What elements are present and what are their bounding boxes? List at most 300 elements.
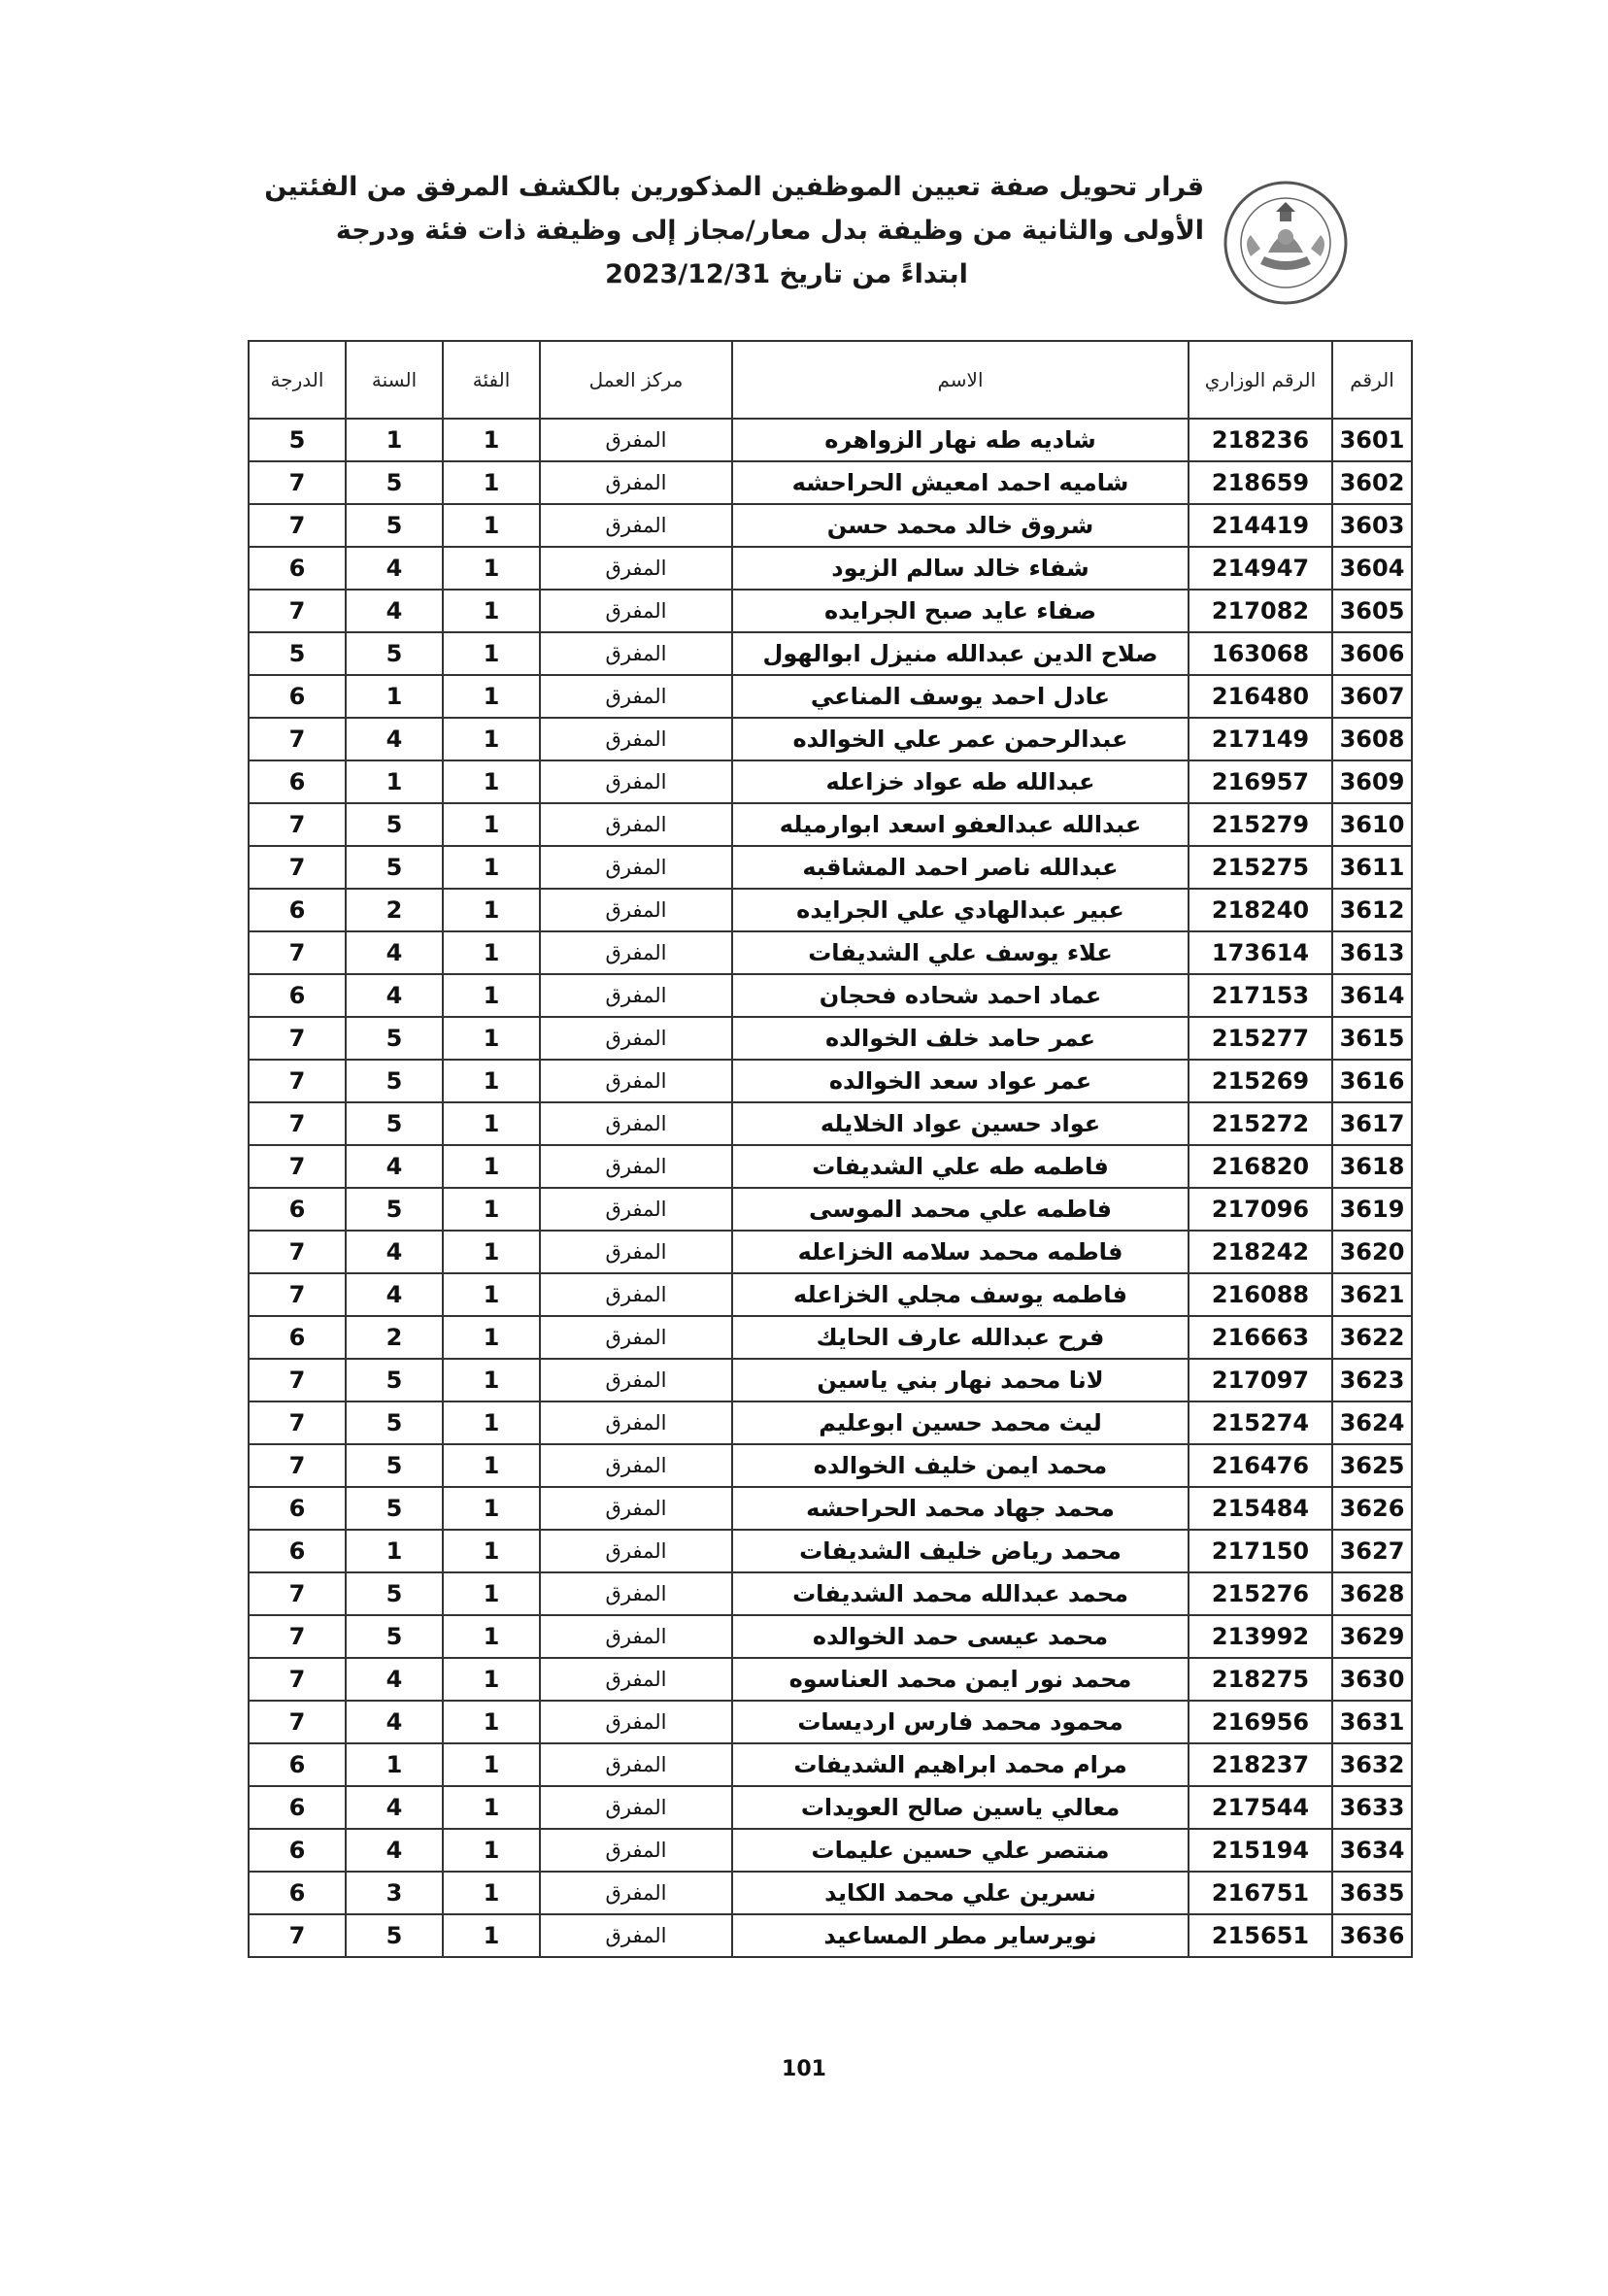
cell-number: 3603 [1332,504,1412,547]
cell-work-center: المفرق [540,1829,732,1872]
cell-year: 4 [346,931,443,974]
cell-category: 1 [443,1615,540,1658]
cell-number: 3623 [1332,1359,1412,1401]
table-row [249,1701,1412,1743]
cell-ministry-number: 218236 [1189,419,1332,461]
cell-degree: 6 [249,1829,346,1872]
cell-year: 5 [346,803,443,846]
cell-year: 2 [346,1316,443,1359]
cell-number: 3625 [1332,1444,1412,1487]
header-work-center: مركز العمل [540,341,732,419]
cell-ministry-number: 216480 [1189,675,1332,718]
cell-number: 3615 [1332,1017,1412,1060]
cell-name: محمود محمد فارس ارديسات [732,1701,1189,1743]
cell-year: 4 [346,974,443,1017]
cell-ministry-number: 214947 [1189,547,1332,590]
cell-name: نويرساير مطر المساعيد [732,1914,1189,1957]
cell-degree: 6 [249,547,346,590]
table-row [249,419,1412,461]
cell-work-center: المفرق [540,547,732,590]
cell-degree: 5 [249,419,346,461]
cell-number: 3635 [1332,1872,1412,1914]
cell-name: فاطمه طه علي الشديفات [732,1145,1189,1188]
cell-category: 1 [443,1359,540,1401]
table-row [249,632,1412,675]
table-row [249,1872,1412,1914]
cell-work-center: المفرق [540,974,732,1017]
cell-work-center: المفرق [540,1145,732,1188]
cell-work-center: المفرق [540,1701,732,1743]
table-row [249,461,1412,504]
table-row [249,1231,1412,1273]
employees-table [248,340,1413,1958]
cell-year: 5 [346,504,443,547]
cell-degree: 6 [249,1786,346,1829]
cell-work-center: المفرق [540,760,732,803]
table-row [249,1487,1412,1530]
cell-number: 3609 [1332,760,1412,803]
cell-name: ليث محمد حسين ابوعليم [732,1401,1189,1444]
cell-degree: 7 [249,461,346,504]
table-row [249,504,1412,547]
cell-category: 1 [443,1872,540,1914]
cell-name: محمد عيسى حمد الخوالده [732,1615,1189,1658]
cell-name: عماد احمد شحاده فحجان [732,974,1189,1017]
cell-year: 4 [346,1786,443,1829]
cell-year: 5 [346,1188,443,1231]
table-row [249,1786,1412,1829]
cell-name: علاء يوسف علي الشديفات [732,931,1189,974]
cell-category: 1 [443,974,540,1017]
cell-work-center: المفرق [540,931,732,974]
table-body [249,419,1412,1957]
title-line-3: ابتداءً من تاريخ 2023/12/31 [605,259,968,289]
table-row [249,1273,1412,1316]
cell-number: 3605 [1332,590,1412,632]
cell-degree: 7 [249,1017,346,1060]
cell-year: 4 [346,547,443,590]
cell-work-center: المفرق [540,1615,732,1658]
cell-name: عواد حسين عواد الخلايله [732,1102,1189,1145]
cell-number: 3607 [1332,675,1412,718]
cell-work-center: المفرق [540,1273,732,1316]
cell-name: عبدالله ناصر احمد المشاقبه [732,846,1189,889]
cell-category: 1 [443,760,540,803]
cell-ministry-number: 216088 [1189,1273,1332,1316]
cell-number: 3614 [1332,974,1412,1017]
cell-name: عبير عبدالهادي علي الجرايده [732,889,1189,931]
cell-number: 3611 [1332,846,1412,889]
cell-category: 1 [443,1701,540,1743]
table-row [249,1530,1412,1572]
cell-year: 4 [346,1273,443,1316]
cell-category: 1 [443,718,540,760]
cell-year: 5 [346,1102,443,1145]
cell-category: 1 [443,1145,540,1188]
cell-number: 3613 [1332,931,1412,974]
title-line-2: الأولى والثانية من وظيفة بدل معار/مجاز إلى وظيفة ذات فئة ودرجة [335,216,1204,246]
cell-ministry-number: 215651 [1189,1914,1332,1957]
cell-category: 1 [443,846,540,889]
cell-number: 3619 [1332,1188,1412,1231]
cell-category: 1 [443,1444,540,1487]
cell-degree: 7 [249,1658,346,1701]
table-row [249,1829,1412,1872]
cell-work-center: المفرق [540,846,732,889]
cell-year: 5 [346,461,443,504]
cell-degree: 6 [249,760,346,803]
cell-name: عادل احمد يوسف المناعي [732,675,1189,718]
page-number: 101 [782,2057,826,2081]
title-line-1: قرار تحويل صفة تعيين الموظفين المذكورين بالكشف المرفق من الفئتين [264,172,1204,202]
cell-ministry-number: 216663 [1189,1316,1332,1359]
cell-year: 2 [346,889,443,931]
table-row [249,718,1412,760]
cell-work-center: المفرق [540,1401,732,1444]
cell-degree: 7 [249,1444,346,1487]
header-number: الرقم [1332,341,1412,419]
cell-year: 5 [346,1060,443,1102]
cell-year: 4 [346,1658,443,1701]
cell-work-center: المفرق [540,1231,732,1273]
cell-degree: 6 [249,1487,346,1530]
cell-category: 1 [443,1572,540,1615]
cell-category: 1 [443,632,540,675]
cell-ministry-number: 215269 [1189,1060,1332,1102]
table-row [249,1359,1412,1401]
cell-name: عبدالله عبدالعفو اسعد ابوارميله [732,803,1189,846]
table-row [249,974,1412,1017]
cell-degree: 7 [249,1060,346,1102]
table-row [249,1444,1412,1487]
table-row [249,1316,1412,1359]
cell-ministry-number: 218659 [1189,461,1332,504]
cell-category: 1 [443,1273,540,1316]
cell-year: 5 [346,632,443,675]
cell-category: 1 [443,1231,540,1273]
cell-name: مرام محمد ابراهيم الشديفات [732,1743,1189,1786]
cell-category: 1 [443,1743,540,1786]
cell-ministry-number: 216957 [1189,760,1332,803]
cell-number: 3601 [1332,419,1412,461]
table-row [249,760,1412,803]
cell-name: عبدالرحمن عمر علي الخوالده [732,718,1189,760]
cell-ministry-number: 216476 [1189,1444,1332,1487]
document-header [243,165,1350,321]
header-category: الفئة [443,341,540,419]
cell-ministry-number: 215276 [1189,1572,1332,1615]
cell-degree: 7 [249,1572,346,1615]
cell-work-center: المفرق [540,632,732,675]
cell-name: محمد ايمن خليف الخوالده [732,1444,1189,1487]
cell-name: عمر حامد خلف الخوالده [732,1017,1189,1060]
cell-number: 3617 [1332,1102,1412,1145]
cell-name: صفاء عايد صبح الجرايده [732,590,1189,632]
cell-year: 5 [346,1017,443,1060]
cell-degree: 6 [249,1316,346,1359]
cell-number: 3628 [1332,1572,1412,1615]
cell-number: 3631 [1332,1701,1412,1743]
table-row [249,1615,1412,1658]
cell-year: 5 [346,846,443,889]
cell-name: نسرين علي محمد الكايد [732,1872,1189,1914]
cell-name: محمد رياض خليف الشديفات [732,1530,1189,1572]
cell-degree: 6 [249,1872,346,1914]
cell-year: 1 [346,1530,443,1572]
cell-work-center: المفرق [540,1572,732,1615]
cell-category: 1 [443,889,540,931]
cell-name: معالي ياسين صالح العويدات [732,1786,1189,1829]
table-row [249,803,1412,846]
cell-number: 3626 [1332,1487,1412,1530]
table-row [249,1017,1412,1060]
cell-ministry-number: 215275 [1189,846,1332,889]
cell-ministry-number: 217096 [1189,1188,1332,1231]
cell-work-center: المفرق [540,1359,732,1401]
table-row [249,931,1412,974]
cell-number: 3618 [1332,1145,1412,1188]
cell-ministry-number: 215277 [1189,1017,1332,1060]
cell-degree: 6 [249,974,346,1017]
cell-category: 1 [443,675,540,718]
cell-name: شاميه احمد امعيش الحراحشه [732,461,1189,504]
cell-name: فاطمه يوسف مجلي الخزاعله [732,1273,1189,1316]
header-degree: الدرجة [249,341,346,419]
table-row [249,1572,1412,1615]
cell-name: شاديه طه نهار الزواهره [732,419,1189,461]
cell-number: 3606 [1332,632,1412,675]
cell-ministry-number: 215484 [1189,1487,1332,1530]
cell-work-center: المفرق [540,419,732,461]
cell-year: 5 [346,1444,443,1487]
cell-year: 1 [346,760,443,803]
cell-work-center: المفرق [540,1914,732,1957]
cell-ministry-number: 215279 [1189,803,1332,846]
cell-year: 1 [346,1743,443,1786]
cell-category: 1 [443,1316,540,1359]
cell-work-center: المفرق [540,889,732,931]
table-row [249,1914,1412,1957]
cell-number: 3604 [1332,547,1412,590]
cell-ministry-number: 217150 [1189,1530,1332,1572]
cell-work-center: المفرق [540,1487,732,1530]
cell-ministry-number: 216820 [1189,1145,1332,1188]
cell-degree: 6 [249,1743,346,1786]
table-row [249,846,1412,889]
cell-name: محمد جهاد محمد الحراحشه [732,1487,1189,1530]
cell-ministry-number: 215274 [1189,1401,1332,1444]
cell-year: 4 [346,1829,443,1872]
cell-degree: 7 [249,504,346,547]
cell-number: 3627 [1332,1530,1412,1572]
cell-name: شروق خالد محمد حسن [732,504,1189,547]
cell-number: 3622 [1332,1316,1412,1359]
cell-number: 3630 [1332,1658,1412,1701]
cell-ministry-number: 216751 [1189,1872,1332,1914]
cell-degree: 7 [249,846,346,889]
cell-category: 1 [443,1914,540,1957]
cell-number: 3629 [1332,1615,1412,1658]
cell-category: 1 [443,1401,540,1444]
table-row [249,1060,1412,1102]
table-row [249,1401,1412,1444]
cell-year: 5 [346,1487,443,1530]
cell-category: 1 [443,1102,540,1145]
cell-work-center: المفرق [540,1530,732,1572]
cell-category: 1 [443,419,540,461]
cell-degree: 7 [249,1145,346,1188]
cell-ministry-number: 217544 [1189,1786,1332,1829]
table-row [249,1102,1412,1145]
cell-year: 5 [346,1572,443,1615]
cell-year: 4 [346,718,443,760]
cell-number: 3620 [1332,1231,1412,1273]
cell-name: محمد عبدالله محمد الشديفات [732,1572,1189,1615]
table-header-row [249,341,1412,419]
cell-ministry-number: 215194 [1189,1829,1332,1872]
table-row [249,1658,1412,1701]
cell-name: فاطمه محمد سلامه الخزاعله [732,1231,1189,1273]
cell-ministry-number: 217097 [1189,1359,1332,1401]
cell-ministry-number: 218240 [1189,889,1332,931]
cell-degree: 7 [249,1359,346,1401]
cell-category: 1 [443,504,540,547]
cell-ministry-number: 217149 [1189,718,1332,760]
cell-year: 4 [346,1231,443,1273]
cell-name: عبدالله طه عواد خزاعله [732,760,1189,803]
cell-ministry-number: 163068 [1189,632,1332,675]
cell-number: 3608 [1332,718,1412,760]
cell-number: 3616 [1332,1060,1412,1102]
cell-name: لانا محمد نهار بني ياسين [732,1359,1189,1401]
cell-degree: 7 [249,718,346,760]
cell-work-center: المفرق [540,504,732,547]
cell-work-center: المفرق [540,1786,732,1829]
cell-year: 4 [346,1145,443,1188]
cell-ministry-number: 173614 [1189,931,1332,974]
cell-ministry-number: 216956 [1189,1701,1332,1743]
cell-ministry-number: 218237 [1189,1743,1332,1786]
cell-year: 5 [346,1359,443,1401]
cell-number: 3621 [1332,1273,1412,1316]
cell-category: 1 [443,547,540,590]
ministry-seal-icon [1222,179,1350,307]
cell-category: 1 [443,1786,540,1829]
cell-degree: 7 [249,931,346,974]
table-row [249,675,1412,718]
cell-work-center: المفرق [540,1188,732,1231]
header-year: السنة [346,341,443,419]
document-title [264,165,1204,296]
cell-degree: 7 [249,1701,346,1743]
cell-category: 1 [443,1829,540,1872]
table-row [249,1743,1412,1786]
cell-category: 1 [443,1060,540,1102]
table-row [249,889,1412,931]
cell-degree: 7 [249,1102,346,1145]
cell-name: منتصر علي حسين عليمات [732,1829,1189,1872]
cell-degree: 6 [249,889,346,931]
cell-year: 4 [346,590,443,632]
cell-category: 1 [443,1017,540,1060]
table-row [249,590,1412,632]
cell-work-center: المفرق [540,1743,732,1786]
cell-work-center: المفرق [540,1316,732,1359]
cell-work-center: المفرق [540,590,732,632]
cell-work-center: المفرق [540,1872,732,1914]
cell-degree: 7 [249,1231,346,1273]
table-row [249,1145,1412,1188]
cell-category: 1 [443,590,540,632]
cell-year: 1 [346,419,443,461]
table-row [249,1188,1412,1231]
cell-name: صلاح الدين عبدالله منيزل ابوالهول [732,632,1189,675]
cell-category: 1 [443,1658,540,1701]
cell-name: عمر عواد سعد الخوالده [732,1060,1189,1102]
cell-work-center: المفرق [540,803,732,846]
cell-number: 3633 [1332,1786,1412,1829]
cell-name: شفاء خالد سالم الزيود [732,547,1189,590]
cell-year: 1 [346,675,443,718]
cell-year: 5 [346,1615,443,1658]
header-name: الاسم [732,341,1189,419]
cell-work-center: المفرق [540,1444,732,1487]
cell-year: 3 [346,1872,443,1914]
cell-degree: 6 [249,1188,346,1231]
cell-work-center: المفرق [540,718,732,760]
cell-work-center: المفرق [540,1102,732,1145]
cell-year: 5 [346,1401,443,1444]
cell-category: 1 [443,931,540,974]
cell-year: 5 [346,1914,443,1957]
cell-degree: 7 [249,1273,346,1316]
cell-degree: 7 [249,1914,346,1957]
cell-degree: 6 [249,1530,346,1572]
cell-work-center: المفرق [540,1060,732,1102]
cell-year: 4 [346,1701,443,1743]
cell-number: 3612 [1332,889,1412,931]
cell-ministry-number: 218275 [1189,1658,1332,1701]
cell-name: فاطمه علي محمد الموسى [732,1188,1189,1231]
cell-ministry-number: 214419 [1189,504,1332,547]
cell-number: 3634 [1332,1829,1412,1872]
cell-number: 3636 [1332,1914,1412,1957]
cell-degree: 7 [249,803,346,846]
table-row [249,547,1412,590]
cell-work-center: المفرق [540,1658,732,1701]
cell-degree: 6 [249,675,346,718]
cell-number: 3610 [1332,803,1412,846]
cell-number: 3602 [1332,461,1412,504]
cell-ministry-number: 217082 [1189,590,1332,632]
cell-category: 1 [443,803,540,846]
cell-number: 3624 [1332,1401,1412,1444]
cell-work-center: المفرق [540,1017,732,1060]
cell-category: 1 [443,1530,540,1572]
cell-category: 1 [443,461,540,504]
cell-degree: 5 [249,632,346,675]
cell-degree: 7 [249,1401,346,1444]
cell-ministry-number: 215272 [1189,1102,1332,1145]
cell-degree: 7 [249,1615,346,1658]
cell-name: فرح عبدالله عارف الحايك [732,1316,1189,1359]
cell-category: 1 [443,1487,540,1530]
cell-work-center: المفرق [540,461,732,504]
cell-name: محمد نور ايمن محمد العناسوه [732,1658,1189,1701]
header-ministry-number: الرقم الوزاري [1189,341,1332,419]
cell-number: 3632 [1332,1743,1412,1786]
cell-ministry-number: 218242 [1189,1231,1332,1273]
